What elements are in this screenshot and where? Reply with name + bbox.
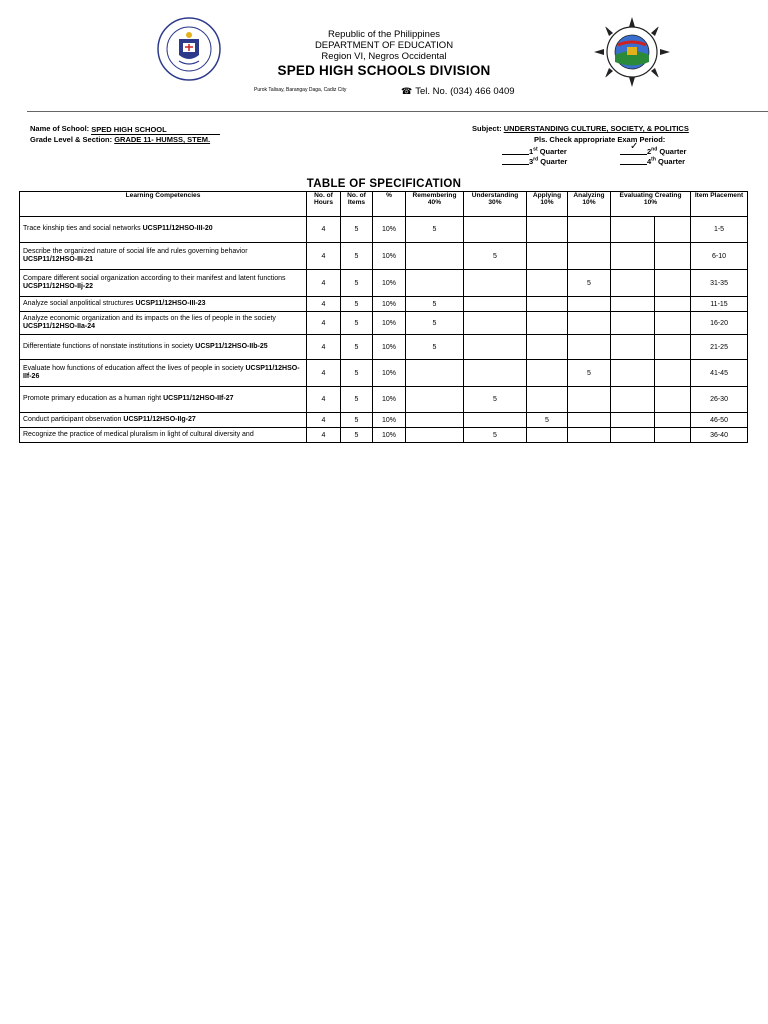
analyzing-cell <box>568 312 611 335</box>
school-label: Name of School: <box>30 124 90 133</box>
percent-cell: 10% <box>373 297 406 312</box>
understanding-cell <box>464 297 527 312</box>
table-row <box>20 243 748 270</box>
table-title: TABLE OF SPECIFICATION <box>306 178 462 190</box>
quarter-1-option[interactable] <box>502 147 567 156</box>
hours-cell: 4 <box>307 243 341 270</box>
hours-cell: 4 <box>307 413 341 428</box>
evaluating-cell <box>611 413 655 428</box>
competency-code: UCSP11/12HSO-IIf-26 <box>23 364 300 380</box>
percent-cell: 10% <box>373 428 406 443</box>
creating-cell <box>655 413 691 428</box>
remembering-cell: 5 <box>406 297 464 312</box>
items-cell: 5 <box>341 428 373 443</box>
hours-cell: 4 <box>307 387 341 413</box>
hours-cell: 4 <box>307 428 341 443</box>
evaluating-cell <box>611 297 655 312</box>
placement-cell: 46-50 <box>691 413 748 428</box>
hours-cell: 4 <box>307 360 341 387</box>
department-line: DEPARTMENT OF EDUCATION <box>314 40 454 51</box>
items-cell: 5 <box>341 217 373 243</box>
header-competencies: Learning Competencies <box>20 192 307 217</box>
checkmark-icon: ✓ <box>630 141 639 152</box>
subject-value: UNDERSTANDING CULTURE, SOCIETY, & POLITICS <box>503 124 689 133</box>
competency-cell <box>20 428 307 443</box>
competency-code: UCSP11/12HSO-III-20 <box>142 225 213 233</box>
understanding-cell <box>464 335 527 360</box>
creating-cell <box>655 428 691 443</box>
competency-text: Describe the organized nature of social life and rules governing behavior <box>23 247 248 255</box>
competency-text: Analyze economic organization and its impacts on the lies of people in the society <box>23 314 276 322</box>
competency-text: Analyze social anpolitical structures <box>23 299 134 307</box>
division-title: SPED HIGH SCHOOLS DIVISION <box>277 63 491 78</box>
header-divider <box>27 111 768 112</box>
creating-cell <box>655 217 691 243</box>
competency-code: UCSP11/12HSO-IIf-27 <box>163 395 234 403</box>
header-evaluating-creating: Evaluating Creating 10% <box>611 192 691 217</box>
competency-cell <box>20 413 307 428</box>
quarter-3-option[interactable] <box>502 157 567 166</box>
republic-line: Republic of the Philippines <box>328 29 440 40</box>
hours-cell: 4 <box>307 297 341 312</box>
quarter-1-label: 1st Quarter <box>529 146 567 156</box>
hours-cell: 4 <box>307 335 341 360</box>
analyzing-cell: 5 <box>568 360 611 387</box>
hours-cell: 4 <box>307 312 341 335</box>
creating-cell <box>655 312 691 335</box>
analyzing-cell <box>568 428 611 443</box>
competency-code: UCSP11/12HSO-IIb-25 <box>195 342 268 350</box>
hours-cell: 4 <box>307 270 341 297</box>
applying-cell <box>527 360 568 387</box>
competency-cell <box>20 312 307 335</box>
applying-cell <box>527 335 568 360</box>
understanding-cell <box>464 217 527 243</box>
school-field <box>91 126 220 135</box>
creating-cell <box>655 270 691 297</box>
applying-cell <box>527 217 568 243</box>
competency-text: Differentiate functions of nonstate institutions in society <box>23 342 194 350</box>
applying-cell <box>527 312 568 335</box>
header-applying: Applying 10% <box>527 192 568 217</box>
analyzing-cell <box>568 243 611 270</box>
placement-cell: 11-15 <box>691 297 748 312</box>
header-items: No. of Items <box>341 192 373 217</box>
competency-cell <box>20 297 307 312</box>
items-cell: 5 <box>341 312 373 335</box>
understanding-cell: 5 <box>464 387 527 413</box>
quarter-1-blank[interactable] <box>502 147 529 155</box>
table-row <box>20 297 748 312</box>
quarter-2-label: 2nd Quarter <box>647 146 687 156</box>
percent-cell: 10% <box>373 217 406 243</box>
competency-cell <box>20 217 307 243</box>
items-cell: 5 <box>341 413 373 428</box>
table-row <box>20 270 748 297</box>
evaluating-cell <box>611 360 655 387</box>
understanding-cell: 5 <box>464 243 527 270</box>
placement-cell: 41-45 <box>691 360 748 387</box>
items-cell: 5 <box>341 335 373 360</box>
region-line: Region VI, Negros Occidental <box>321 51 447 62</box>
telephone-text: Tel. No. (034) 466 0409 <box>415 86 515 97</box>
placement-cell: 36-40 <box>691 428 748 443</box>
understanding-cell: 5 <box>464 428 527 443</box>
creating-cell <box>655 243 691 270</box>
placement-cell: 31-35 <box>691 270 748 297</box>
remembering-cell <box>406 413 464 428</box>
percent-cell: 10% <box>373 335 406 360</box>
subject-label: Subject: <box>472 124 502 133</box>
remembering-cell: 5 <box>406 217 464 243</box>
competency-code: UCSP11/12HSO-III-21 <box>23 256 94 263</box>
creating-cell <box>655 297 691 312</box>
header-remembering: Remembering 40% <box>406 192 464 217</box>
percent-cell: 10% <box>373 413 406 428</box>
analyzing-cell: 5 <box>568 270 611 297</box>
quarter-3-blank[interactable] <box>502 157 529 165</box>
evaluating-cell <box>611 243 655 270</box>
analyzing-cell <box>568 297 611 312</box>
creating-cell <box>655 335 691 360</box>
quarter-3-label: 3rd Quarter <box>529 156 568 166</box>
table-body <box>20 217 748 443</box>
header-analyzing: Analyzing 10% <box>568 192 611 217</box>
header-placement: Item Placement <box>691 192 748 217</box>
table-row <box>20 312 748 335</box>
analyzing-cell <box>568 217 611 243</box>
evaluating-cell <box>611 335 655 360</box>
table-row <box>20 335 748 360</box>
competency-cell <box>20 360 307 387</box>
school-value: SPED HIGH SCHOOL <box>91 125 167 134</box>
placement-cell: 1-5 <box>691 217 748 243</box>
percent-cell: 10% <box>373 312 406 335</box>
applying-cell <box>527 428 568 443</box>
quarter-4-label: 4th Quarter <box>647 156 686 166</box>
competency-text: Trace kinship ties and social networks <box>23 225 141 233</box>
remembering-cell <box>406 243 464 270</box>
remembering-cell <box>406 360 464 387</box>
competency-code: UCSP11/12HSO-III-23 <box>135 299 206 307</box>
percent-cell: 10% <box>373 243 406 270</box>
telephone <box>401 86 515 97</box>
grade-label: Grade Level & Section: <box>30 135 113 144</box>
header-hours: No. of Hours <box>307 192 341 217</box>
applying-cell <box>527 387 568 413</box>
table-row <box>20 217 748 243</box>
competency-text: Evaluate how functions of education affect the lives of people in society <box>23 364 244 372</box>
placement-cell: 6-10 <box>691 243 748 270</box>
remembering-cell <box>406 387 464 413</box>
table-row <box>20 428 748 443</box>
applying-cell <box>527 243 568 270</box>
analyzing-cell <box>568 413 611 428</box>
understanding-cell <box>464 360 527 387</box>
creating-cell <box>655 360 691 387</box>
analyzing-cell <box>568 387 611 413</box>
evaluating-cell <box>611 312 655 335</box>
evaluating-cell <box>611 270 655 297</box>
school-info <box>30 125 220 135</box>
competency-text: Compare different social organization according to their manifest and latent functions <box>23 274 286 282</box>
percent-cell: 10% <box>373 360 406 387</box>
header-percent: % <box>373 192 406 217</box>
competency-text: Conduct participant observation <box>23 415 122 423</box>
analyzing-cell <box>568 335 611 360</box>
understanding-cell <box>464 413 527 428</box>
evaluating-cell <box>611 217 655 243</box>
table-row <box>20 413 748 428</box>
table-row <box>20 387 748 413</box>
items-cell: 5 <box>341 297 373 312</box>
evaluating-cell <box>611 387 655 413</box>
placement-cell: 26-30 <box>691 387 748 413</box>
subject-info <box>472 125 689 133</box>
competency-cell <box>20 335 307 360</box>
hours-cell: 4 <box>307 217 341 243</box>
header-understanding: Understanding 30% <box>464 192 527 217</box>
period-instruction <box>534 136 665 144</box>
applying-cell <box>527 270 568 297</box>
items-cell: 5 <box>341 360 373 387</box>
quarter-2-blank[interactable] <box>620 141 647 155</box>
period-label: Pls. Check appropriate Exam Period: <box>534 135 666 144</box>
evaluating-cell <box>611 428 655 443</box>
percent-cell: 10% <box>373 387 406 413</box>
grade-value: GRADE 11- HUMSS, STEM. <box>114 135 211 144</box>
school-address: Purok Talisay, Barangay Daga, Cadiz City <box>254 87 347 93</box>
competency-cell <box>20 243 307 270</box>
items-cell: 5 <box>341 387 373 413</box>
competency-code: UCSP11/12HSO-IIa-24 <box>23 323 95 330</box>
remembering-cell <box>406 428 464 443</box>
remembering-cell: 5 <box>406 335 464 360</box>
applying-cell: 5 <box>527 413 568 428</box>
competency-text: Promote primary education as a human right <box>23 395 162 403</box>
competency-code: UCSP11/12HSO-IIg-27 <box>123 415 196 423</box>
competency-text: Recognize the practice of medical pluralism in light of cultural diversity and <box>23 430 254 438</box>
applying-cell <box>527 297 568 312</box>
specification-table <box>19 191 748 443</box>
creating-cell <box>655 387 691 413</box>
percent-cell: 10% <box>373 270 406 297</box>
grade-info <box>30 136 210 144</box>
understanding-cell <box>464 312 527 335</box>
competency-cell <box>20 270 307 297</box>
items-cell: 5 <box>341 270 373 297</box>
placement-cell: 16-20 <box>691 312 748 335</box>
quarter-4-option[interactable] <box>620 157 685 166</box>
items-cell: 5 <box>341 243 373 270</box>
competency-cell <box>20 387 307 413</box>
phone-icon: ☎ <box>401 86 413 96</box>
placement-cell: 21-25 <box>691 335 748 360</box>
quarter-2-option[interactable] <box>620 141 687 156</box>
competency-code: UCSP11/12HSO-IIj-22 <box>23 283 94 290</box>
table-header-row <box>20 192 748 217</box>
remembering-cell: 5 <box>406 312 464 335</box>
understanding-cell <box>464 270 527 297</box>
table-row <box>20 360 748 387</box>
quarter-4-blank[interactable] <box>620 157 647 165</box>
remembering-cell <box>406 270 464 297</box>
